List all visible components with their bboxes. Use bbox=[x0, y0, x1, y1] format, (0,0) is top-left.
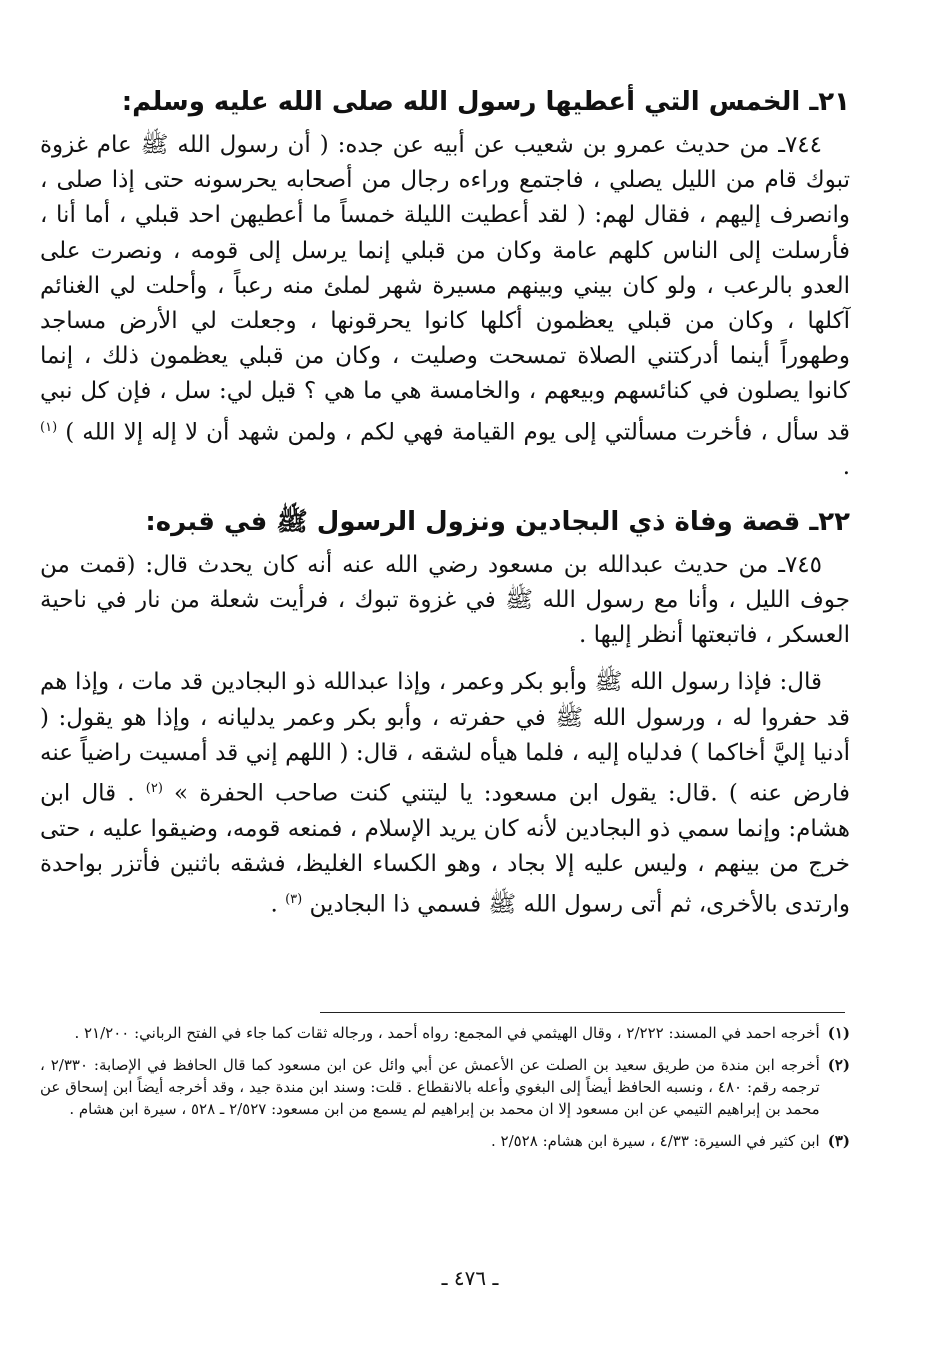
footnote-1 bbox=[40, 1022, 850, 1044]
main-text bbox=[40, 70, 850, 923]
footnote-ref-2: (٢) bbox=[145, 780, 163, 796]
footnote-ref-1: (١) bbox=[40, 419, 58, 435]
hadith-744 bbox=[40, 128, 850, 486]
page-number: ـ ٤٧٦ ـ bbox=[441, 1266, 499, 1290]
hadith-745: ٧٤٥ـ من حديث عبدالله بن مسعود رضي الله عنه أنه كان يحدث قال: (قمت من جوف الليل ، وأنا مع رسول الله ﷺ في غزوة تبوك ، فرأيت شعلة من نار في ناحية العسكر ، فاتبعتها أنظر إليها . bbox=[40, 551, 850, 649]
footnote-number: (٣) bbox=[827, 1132, 850, 1150]
footnote-number: (٢) bbox=[827, 1056, 850, 1074]
continuation-text-2: . قال ابن هشام: وإنما سمي ذو البجادين لأنه كان يريد الإسلام ، فمنعه قومه، وضيقوا عليه ، حتى خرج من بينهم ، وليس عليه إلا بجاد ، وهو الكساء الغليظ، فشقه باثنين فأتزر بواحدة وارتدى بالأخرى، ثم أتى رسول الله ﷺ فسمي ذا البجادين bbox=[40, 780, 850, 918]
hadith-744-text: ٧٤٤ـ من حديث عمرو بن شعيب عن أبيه عن جده: ( أن رسول الله ﷺ عام غزوة تبوك قام من الليل يصلي ، فاجتمع وراءه رجال من أصحابه يحرسونه حتى إذا صلى ، وانصرف إليهم ، فقال لهم: ( لقد أعطيت الليلة خمساً ما أعطيهن احد قبلي ، أما أنا ، فأرسلت إلى الناس كلهم عامة وكان من قبلي إنما يرسل إلى قومه ، ونصرت على العدو بالرعب ، ولو كان بيني وبينهم مسيرة شهر لملئ منه رعباً ، وأحلت لي الغنائم آكلها ، وكان من قبلي يعظمون أكلها كانوا يحرقونها ، وجعلت لي الأرض مساجد وطهوراً أينما أدركتني الصلاة تمسحت وصليت ، وكان من قبلي يعظمون ذلك ، إنما كانوا يصلون في كنائسهم وبيعهم ، والخامسة هي ما هي ؟ قيل لي: سل ، فإن كل نبي قد سأل ، فأخرت مسألتي إلى يوم القيامة فهي لكم ، ولمن شهد أن لا إله إلا الله ) bbox=[40, 132, 850, 446]
footnote-text: ابن كثير في السيرة: ٤/٣٣ ، سيرة ابن هشام: ٢/٥٢٨ . bbox=[490, 1132, 820, 1150]
footnote-number: (١) bbox=[827, 1024, 850, 1042]
footnote-2 bbox=[40, 1054, 850, 1120]
section-22-heading: ٢٢ـ قصة وفاة ذي البجادين ونزول الرسول ﷺ في قبره: bbox=[145, 506, 850, 537]
hadith-745-continuation bbox=[40, 665, 850, 923]
footnote-ref-3: (٣) bbox=[285, 892, 303, 908]
section-21-heading: ٢١ـ الخمس التي أعطيها رسول الله صلى الله عليه وسلم: bbox=[121, 87, 850, 117]
footnote-divider bbox=[320, 1012, 845, 1013]
footnote-text: أخرجه احمد في المسند: ٢/٢٢٢ ، وقال الهيثمي في المجمع: رواه أحمد ، ورجاله ثقات كما جاء في الفتح الرباني: ٢١/٢٠٠ . bbox=[74, 1024, 820, 1042]
footnotes bbox=[40, 1022, 850, 1162]
footnote-3 bbox=[40, 1130, 850, 1152]
footnote-text: أخرجه ابن مندة من طريق سعيد بن الصلت عن الأعمش عن أبي وائل عن ابن مسعود كما قال الحافظ في الإصابة: ٢/٣٣٠ ، ترجمه رقم: ٤٨٠ ، ونسبه الحافظ أيضاً إلى البغوي وأعله بالانقطاع . قلت: وسند ابن مندة جيد ، وقد أخرجه أيضاً ابن إسحاق عن محمد بن إبراهيم التيمي عن ابن مسعود إلا ان محمد بن إبراهيم لم يسمع من ابن مسعود: ٢/٥٢٧ ـ ٥٢٨ ، سيرة ابن هشام . bbox=[40, 1056, 820, 1118]
hadith-744-end: . bbox=[842, 454, 850, 481]
continuation-text-1: قال: فإذا رسول الله ﷺ وأبو بكر وعمر ، وإذا عبدالله ذو البجادين قد مات ، وإذا هم قد حفروا له ، ورسول الله ﷺ في حفرته ، وأبو بكر وعمر يدليانه ، وإذا هو يقول: ( أدنيا إليَّ أخاكما ) فدلياه إليه ، فلما هيأه لشقه ، قال: ( اللهم إني قد أمسيت راضياً عنه فارض عنه ) .قال: يقول ابن مسعود: يا ليتني كنت صاحب الحفرة » bbox=[40, 669, 850, 807]
continuation-end: . bbox=[270, 891, 286, 918]
